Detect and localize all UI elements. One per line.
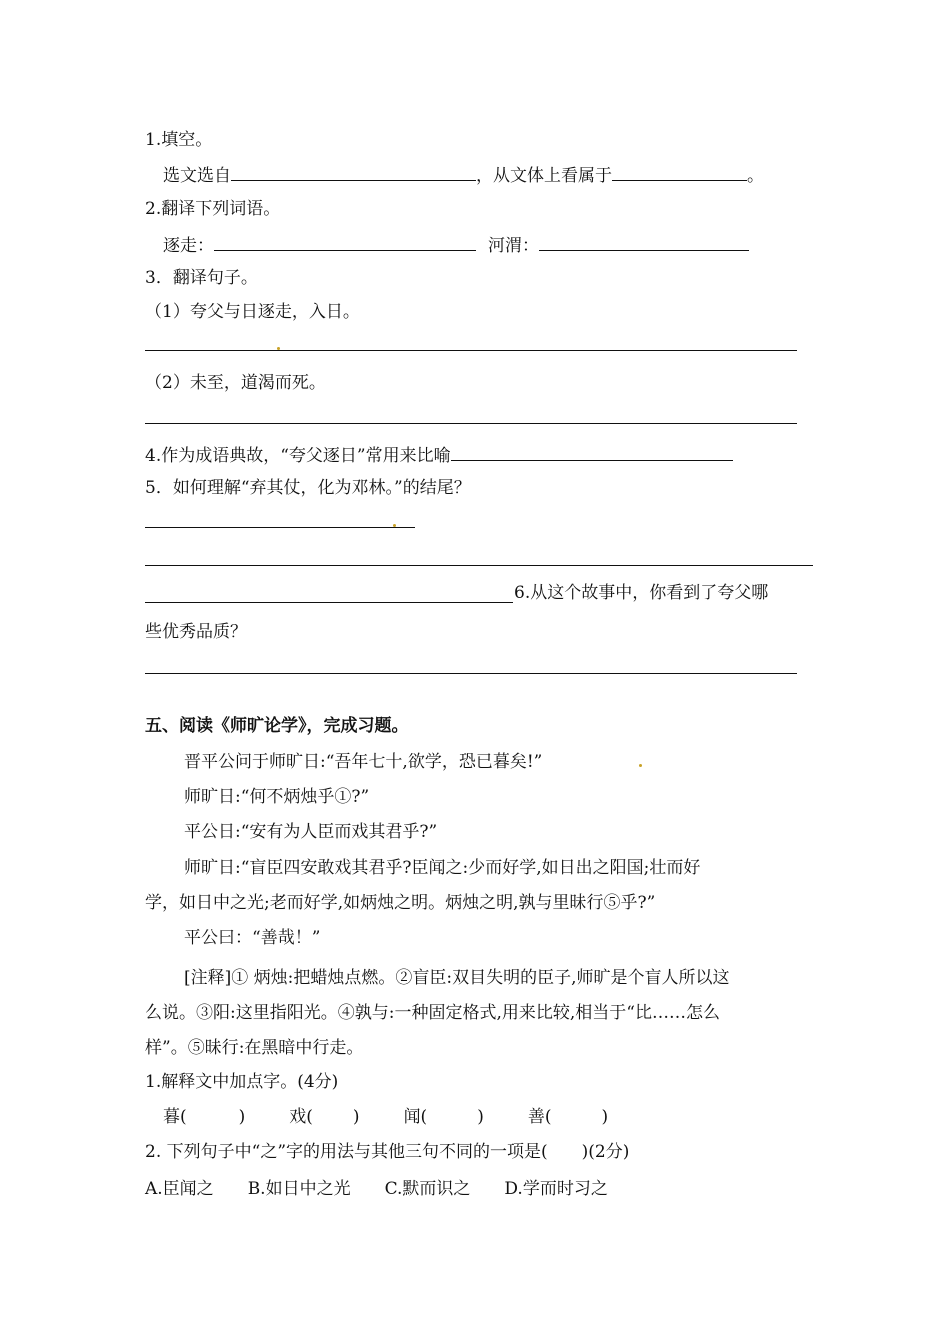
- q6-text-a: 6.从这个故事中，你看到了夸父哪: [514, 583, 769, 603]
- q2-blank-word2[interactable]: [539, 232, 749, 251]
- q3-answer-line-2[interactable]: [145, 423, 797, 424]
- ex1-close-paren: ): [238, 1107, 246, 1127]
- ex1-word-shan: 善(: [527, 1107, 552, 1127]
- q3-sentence1: （1）夸父与日逐走，入日。: [145, 302, 360, 322]
- ex1-words: [163, 1105, 608, 1129]
- ex2-option-d[interactable]: D.学而时习之: [504, 1179, 608, 1199]
- q5-answer-line-3[interactable]: [145, 602, 513, 603]
- q6-answer-line[interactable]: [145, 673, 797, 674]
- q3-title: 3．翻译句子。: [145, 268, 258, 288]
- ex1-word-wen: 闻(: [403, 1107, 428, 1127]
- ex1-word-mu: 暮(: [163, 1107, 187, 1127]
- passage-p5: 平公曰：“善哉！”: [184, 928, 321, 948]
- ex1-word-xi: 戏(: [289, 1107, 313, 1127]
- q1-title: 1.填空。: [145, 130, 213, 150]
- passage-p4b: 学，如日中之光;老而好学,如炳烛之明。炳烛之明,孰与里昧行⑤乎?”: [145, 893, 656, 913]
- q1-fill-line: [163, 162, 764, 186]
- ex2-option-a[interactable]: A.臣闻之: [145, 1179, 214, 1199]
- q3-answer-line-1[interactable]: [145, 350, 797, 351]
- q3-sentence2: （2）未至，道渴而死。: [145, 373, 326, 393]
- q6-text-b: 些优秀品质？: [145, 622, 247, 642]
- mark-dot: [393, 524, 396, 527]
- passage-p1: 晋平公问于师旷日:“吾年七十,欲学，恐已暮矣!”: [184, 752, 543, 772]
- q2-word1: 逐走：: [163, 236, 214, 256]
- q1-mid: ，从文体上看属于: [476, 166, 612, 186]
- passage-p2: 师旷日:“何不炳烛乎①?”: [184, 787, 370, 807]
- q2-title: 2.翻译下列词语。: [145, 199, 281, 219]
- q2-word2: 河渭：: [488, 236, 539, 256]
- ex1-close-paren: ): [601, 1107, 609, 1127]
- q2-blank-word1[interactable]: [214, 232, 476, 251]
- ex2-title: 2. 下列句子中“之”字的用法与其他三句不同的一项是( )(2分): [145, 1142, 630, 1162]
- q4-blank[interactable]: [451, 442, 733, 461]
- q1-prefix: 选文选自: [163, 166, 231, 186]
- ex1-title: 1.解释文中加点字。(4分): [145, 1072, 339, 1092]
- mark-dot: [639, 764, 642, 767]
- passage-p4a: 师旷日:“盲臣四安敢戏其君乎?臣闻之:少而好学,如日出之阳国;壮而好: [184, 858, 701, 878]
- q2-fill-line: [163, 232, 749, 256]
- mark-dot: [277, 347, 280, 350]
- q4-line: [145, 442, 733, 466]
- ex1-close-paren: ): [477, 1107, 484, 1127]
- q5-answer-line-2[interactable]: [145, 565, 813, 566]
- q1-end: 。: [747, 166, 764, 186]
- passage-p3: 平公日:“安有为人臣而戏其君乎?”: [184, 822, 438, 842]
- q5-text: 5．如何理解“弃其仗，化为邓林。”的结尾？: [145, 478, 471, 498]
- section5-heading: 五、阅读《师旷论学》，完成习题。: [145, 716, 409, 736]
- note-line-3: 样”。⑤昧行:在黑暗中行走。: [145, 1038, 364, 1058]
- ex2-option-b[interactable]: B.如日中之光: [247, 1179, 351, 1199]
- q1-blank-genre[interactable]: [612, 162, 747, 181]
- q1-blank-source[interactable]: [231, 162, 476, 181]
- ex2-option-c[interactable]: C.默而识之: [384, 1179, 471, 1199]
- note-line-1: [注释]① 炳烛:把蜡烛点燃。②盲臣:双目失明的臣子,师旷是个盲人所以这: [184, 968, 730, 988]
- ex2-options: [145, 1177, 608, 1201]
- ex1-close-paren: ): [352, 1107, 360, 1127]
- note-line-2: 么说。③阳:这里指阳光。④孰与:一种固定格式,用来比较,相当于“比……怎么: [145, 1003, 720, 1023]
- q4-text: 4.作为成语典故，“夸父逐日”常用来比喻: [145, 446, 451, 466]
- q5-answer-line-1[interactable]: [145, 527, 415, 528]
